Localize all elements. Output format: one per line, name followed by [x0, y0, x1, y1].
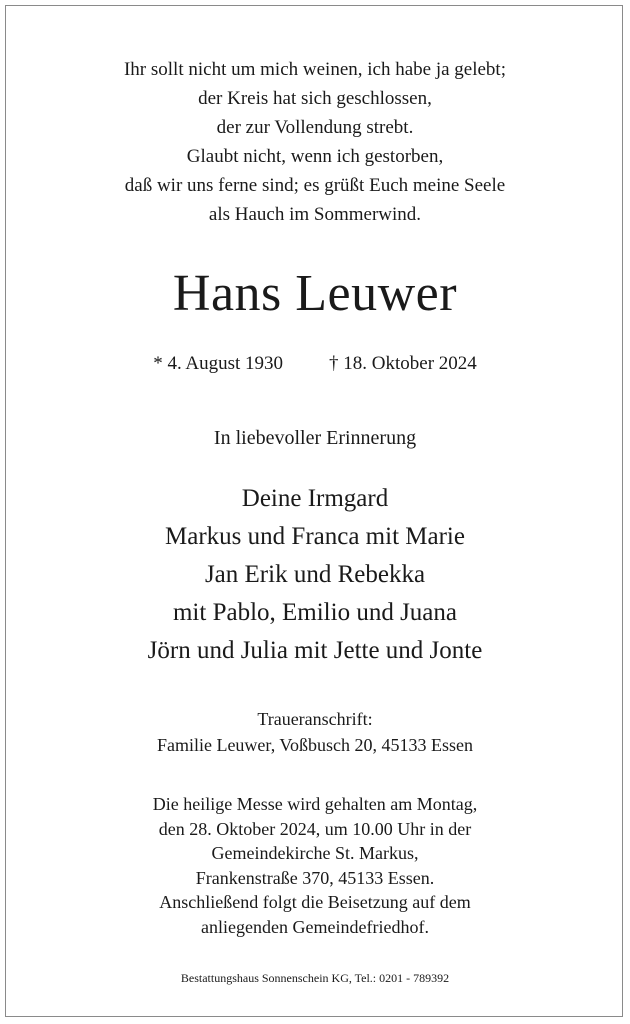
family-line: Jörn und Julia mit Jette und Jonte	[147, 637, 483, 664]
death-date: † 18. Oktober 2024	[329, 353, 477, 374]
family-line: mit Pablo, Emilio und Juana	[172, 599, 457, 626]
poem-line: Ihr sollt nicht um mich weinen, ich habe ja gelebt;	[123, 59, 506, 80]
mass-line: anliegenden Gemeindefriedhof.	[201, 916, 429, 937]
birth-date: * 4. August 1930	[153, 353, 284, 374]
mass-line: den 28. Oktober 2024, um 10.00 Uhr in der	[158, 818, 472, 839]
mass-line: Anschließend folgt die Beisetzung auf dem	[159, 892, 471, 912]
mass-info	[0, 792, 630, 939]
family-line: Markus und Franca mit Marie	[165, 523, 465, 550]
family-list	[0, 480, 630, 670]
deceased-name: Hans Leuwer	[172, 265, 458, 322]
address-label: Traueranschrift:	[257, 709, 373, 729]
family-line: Deine Irmgard	[241, 485, 389, 512]
poem	[0, 55, 630, 229]
life-dates	[0, 351, 630, 377]
mass-line: Gemeindekirche St. Markus,	[211, 843, 419, 863]
mass-line: Die heilige Messe wird gehalten am Montag,	[152, 794, 478, 814]
family-line: Jan Erik und Rebekka	[204, 561, 426, 588]
funeral-home-footer: Bestattungshaus Sonnenschein KG, Tel.: 0201 - 789392	[180, 971, 450, 985]
poem-line: daß wir uns ferne sind; es grüßt Euch meine Seele	[124, 175, 506, 196]
poem-line: als Hauch im Sommerwind.	[208, 204, 422, 225]
poem-line: Glaubt nicht, wenn ich gestorben,	[186, 146, 444, 167]
poem-line: der zur Vollendung strebt.	[216, 117, 414, 138]
address-value: Familie Leuwer, Voßbusch 20, 45133 Essen	[156, 735, 474, 755]
poem-line: der Kreis hat sich geschlossen,	[198, 88, 432, 109]
memory-line: In liebevoller Erinnerung	[213, 427, 417, 449]
mass-line: Frankenstraße 370, 45133 Essen.	[195, 867, 435, 888]
mourning-address	[0, 706, 630, 758]
